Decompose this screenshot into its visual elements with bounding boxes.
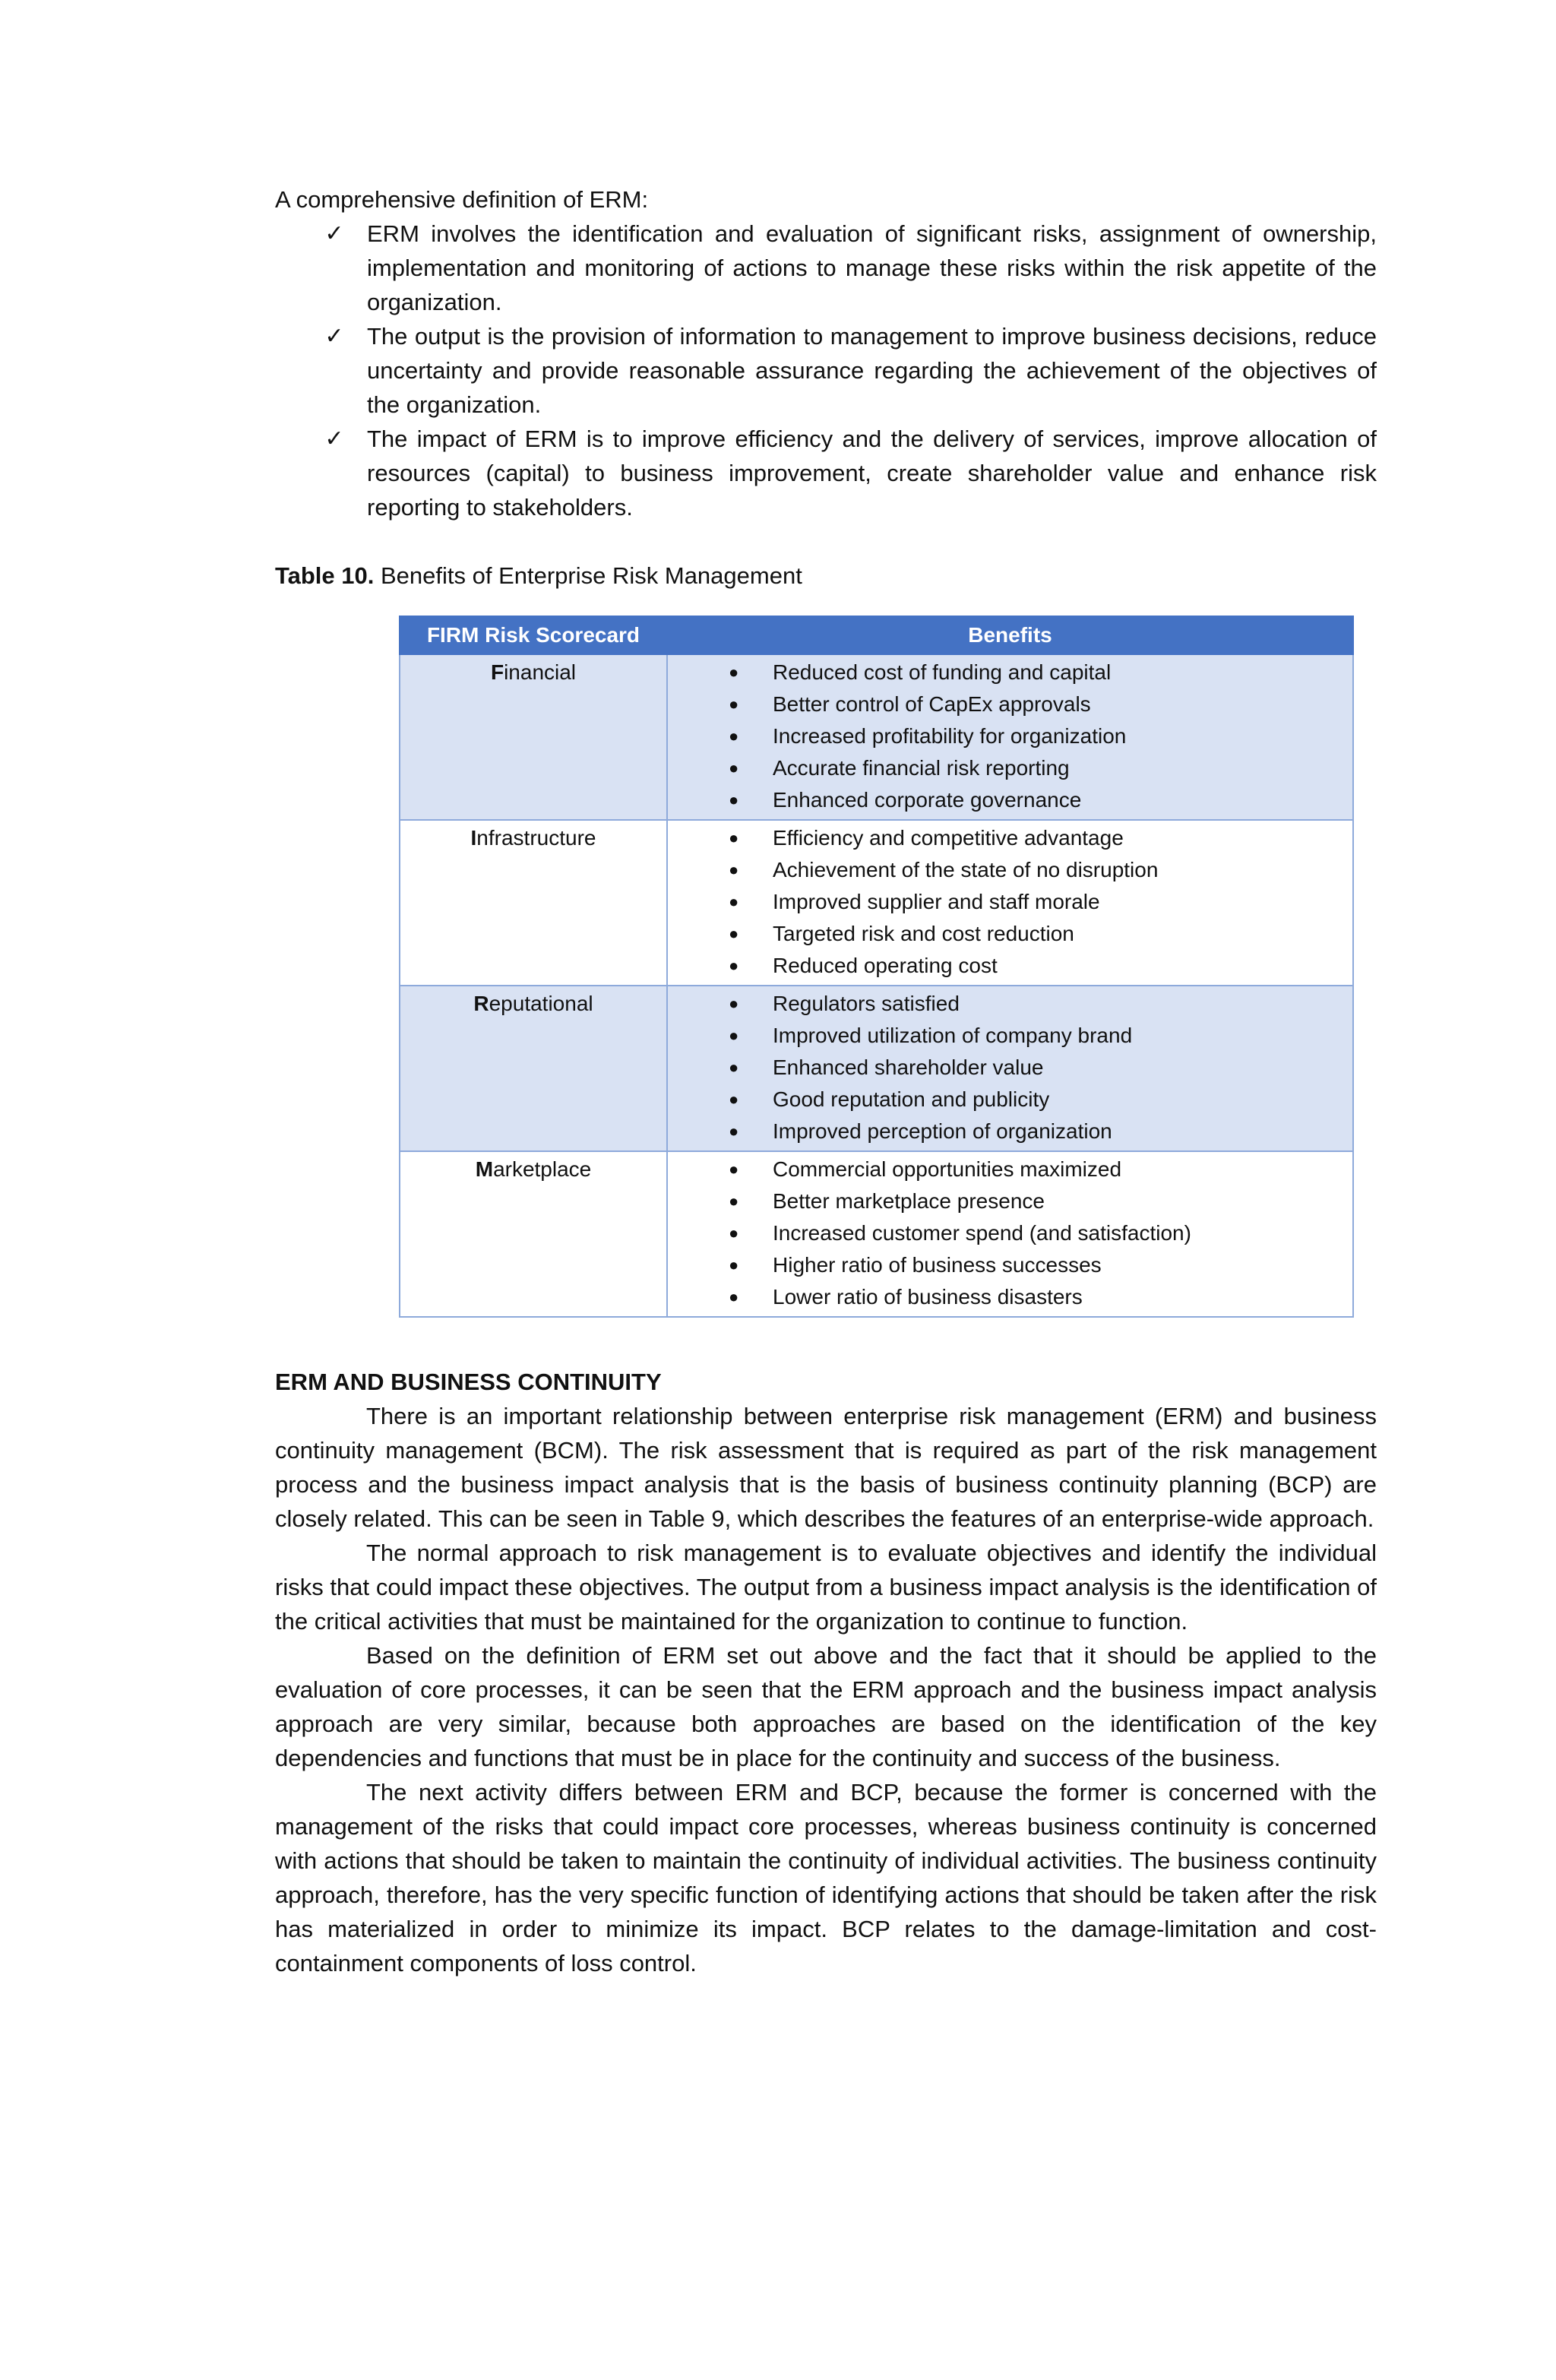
benefit-item xyxy=(668,1116,1352,1147)
category-rest: arketplace xyxy=(493,1157,592,1181)
checkmark-icon: ✓ xyxy=(324,426,344,452)
category-initial: M xyxy=(475,1157,494,1181)
column-header-scorecard: FIRM Risk Scorecard xyxy=(400,616,667,654)
benefit-item xyxy=(668,1185,1352,1217)
category-initial: R xyxy=(473,992,489,1015)
benefit-text: Enhanced corporate governance xyxy=(773,788,1082,812)
benefit-item xyxy=(668,720,1352,752)
benefit-text: Reduced operating cost xyxy=(773,954,998,977)
firm-risk-scorecard-table xyxy=(399,616,1354,1318)
bullet-icon: ● xyxy=(729,828,739,847)
bullet-icon: ● xyxy=(729,1122,739,1141)
table-row xyxy=(400,654,1353,820)
body-paragraph: Based on the definition of ERM set out above and the fact that it should be applied to the evaluation of core processes, it can be seen that the ERM approach and the business impact analysis approach are very similar, because both approaches are based on the identification of the key dependencies and functions that must be in place for the continuity and success of the business. xyxy=(275,1642,1377,1771)
category-initial: F xyxy=(490,660,504,684)
benefit-text: Commercial opportunities maximized xyxy=(773,1157,1122,1181)
benefit-item xyxy=(668,950,1352,982)
bullet-icon: ● xyxy=(729,956,739,975)
benefit-item xyxy=(668,1154,1352,1185)
checkmark-icon: ✓ xyxy=(324,323,344,350)
bullet-icon: ● xyxy=(729,924,739,943)
checklist-item xyxy=(275,422,1377,524)
benefit-item xyxy=(668,657,1352,688)
body-paragraph: The next activity differs between ERM and BCP, because the former is concerned with the management of the risks that could impact core processes, whereas business continuity is concerned with actions that should be taken to maintain the continuity of individual activities. The business continuity approach, therefore, has the very specific function of identifying actions that should be taken after the risk has materialized in order to minimize its impact. BCP relates to the damage-limitation and cost-containment components of loss control. xyxy=(275,1779,1377,1976)
benefit-item xyxy=(668,886,1352,918)
bullet-icon: ● xyxy=(729,758,739,777)
bullet-icon: ● xyxy=(729,1026,739,1045)
bullet-icon: ● xyxy=(729,892,739,911)
category-cell xyxy=(400,820,667,986)
benefit-item xyxy=(668,1249,1352,1281)
category-rest: eputational xyxy=(489,992,593,1015)
table-caption xyxy=(275,559,1377,593)
intro-heading: A comprehensive definition of ERM: xyxy=(275,186,649,213)
bullet-icon: ● xyxy=(729,1090,739,1109)
benefit-text: Targeted risk and cost reduction xyxy=(773,922,1074,945)
benefits-cell xyxy=(667,654,1353,820)
category-cell xyxy=(400,1151,667,1317)
table-caption-label: Table 10. xyxy=(275,562,375,589)
benefit-item xyxy=(668,1084,1352,1116)
benefit-text: Better control of CapEx approvals xyxy=(773,692,1091,716)
category-cell xyxy=(400,654,667,820)
checklist-item-text: ERM involves the identification and evaluation of significant risks, assignment of ownership, implementation and monitoring of actions to manage these risks within the risk appetite of the organization. xyxy=(367,220,1377,315)
category-rest: nfrastructure xyxy=(476,826,596,850)
table-row xyxy=(400,1151,1353,1317)
benefit-item xyxy=(668,1281,1352,1313)
body-paragraph: The normal approach to risk management is to evaluate objectives and identify the individual risks that could impact these objectives. The output from a business impact analysis is the identification of the critical activities that must be maintained for the organization to continue to function. xyxy=(275,1540,1377,1635)
benefit-item xyxy=(668,784,1352,816)
benefit-text: Enhanced shareholder value xyxy=(773,1055,1044,1079)
bullet-icon: ● xyxy=(729,860,739,879)
bullet-icon: ● xyxy=(729,1287,739,1306)
benefits-cell xyxy=(667,986,1353,1151)
table-row xyxy=(400,820,1353,986)
checklist-item xyxy=(275,217,1377,319)
table-caption-text: Benefits of Enterprise Risk Management xyxy=(374,562,802,589)
benefit-text: Reduced cost of funding and capital xyxy=(773,660,1112,684)
bullet-icon: ● xyxy=(729,663,739,682)
benefits-cell xyxy=(667,820,1353,986)
bullet-icon: ● xyxy=(729,1255,739,1274)
benefit-text: Better marketplace presence xyxy=(773,1189,1045,1213)
benefit-text: Increased profitability for organization xyxy=(773,724,1127,748)
benefits-cell xyxy=(667,1151,1353,1317)
document-page xyxy=(275,182,1377,1980)
table-header-row xyxy=(400,616,1353,654)
body-paragraph: There is an important relationship between enterprise risk management (ERM) and business continuity management (BCM). The risk assessment that is required as part of the risk management process and the business impact analysis that is the basis of business continuity planning (BCP) are closely related. This can be seen in Table 9, which describes the features of an enterprise-wide approach. xyxy=(275,1403,1377,1532)
benefit-item xyxy=(668,1052,1352,1084)
benefit-list xyxy=(668,822,1352,982)
benefit-text: Good reputation and publicity xyxy=(773,1087,1050,1111)
bullet-icon: ● xyxy=(729,726,739,745)
category-cell xyxy=(400,986,667,1151)
bullet-icon: ● xyxy=(729,1223,739,1242)
bullet-icon: ● xyxy=(729,790,739,809)
benefit-item xyxy=(668,1020,1352,1052)
benefit-list xyxy=(668,657,1352,816)
benefit-item xyxy=(668,822,1352,854)
bullet-icon: ● xyxy=(729,1160,739,1179)
benefit-text: Achievement of the state of no disruption xyxy=(773,858,1159,881)
checklist-item-text: The output is the provision of information to management to improve business decisions, reduce uncertainty and provide reasonable assurance regarding the achievement of the objectives of the organization. xyxy=(367,323,1377,418)
benefit-item xyxy=(668,854,1352,886)
benefit-item xyxy=(668,988,1352,1020)
column-header-benefits: Benefits xyxy=(667,616,1353,654)
benefit-text: Improved utilization of company brand xyxy=(773,1024,1133,1047)
benefit-text: Lower ratio of business disasters xyxy=(773,1285,1083,1309)
bullet-icon: ● xyxy=(729,1058,739,1077)
benefit-list xyxy=(668,1154,1352,1313)
benefit-text: Increased customer spend (and satisfaction) xyxy=(773,1221,1191,1245)
benefit-item xyxy=(668,1217,1352,1249)
bullet-icon: ● xyxy=(729,1192,739,1211)
benefit-text: Improved supplier and staff morale xyxy=(773,890,1100,913)
definition-checklist xyxy=(275,217,1377,524)
benefit-item xyxy=(668,918,1352,950)
benefit-text: Efficiency and competitive advantage xyxy=(773,826,1124,850)
benefit-item xyxy=(668,688,1352,720)
checklist-item-text: The impact of ERM is to improve efficiency and the delivery of services, improve allocation of resources (capital) to business improvement, create shareholder value and enhance risk reporting to stakeholders. xyxy=(367,426,1377,521)
table-row xyxy=(400,986,1353,1151)
benefit-text: Regulators satisfied xyxy=(773,992,960,1015)
checklist-item xyxy=(275,319,1377,422)
benefit-item xyxy=(668,752,1352,784)
category-initial: I xyxy=(470,826,477,850)
benefit-text: Improved perception of organization xyxy=(773,1119,1112,1143)
benefit-list xyxy=(668,988,1352,1147)
bullet-icon: ● xyxy=(729,994,739,1013)
benefit-text: Higher ratio of business successes xyxy=(773,1253,1102,1277)
bullet-icon: ● xyxy=(729,695,739,714)
category-rest: inancial xyxy=(504,660,577,684)
checkmark-icon: ✓ xyxy=(324,220,344,247)
benefit-text: Accurate financial risk reporting xyxy=(773,756,1070,780)
section-heading: ERM AND BUSINESS CONTINUITY xyxy=(275,1369,662,1395)
